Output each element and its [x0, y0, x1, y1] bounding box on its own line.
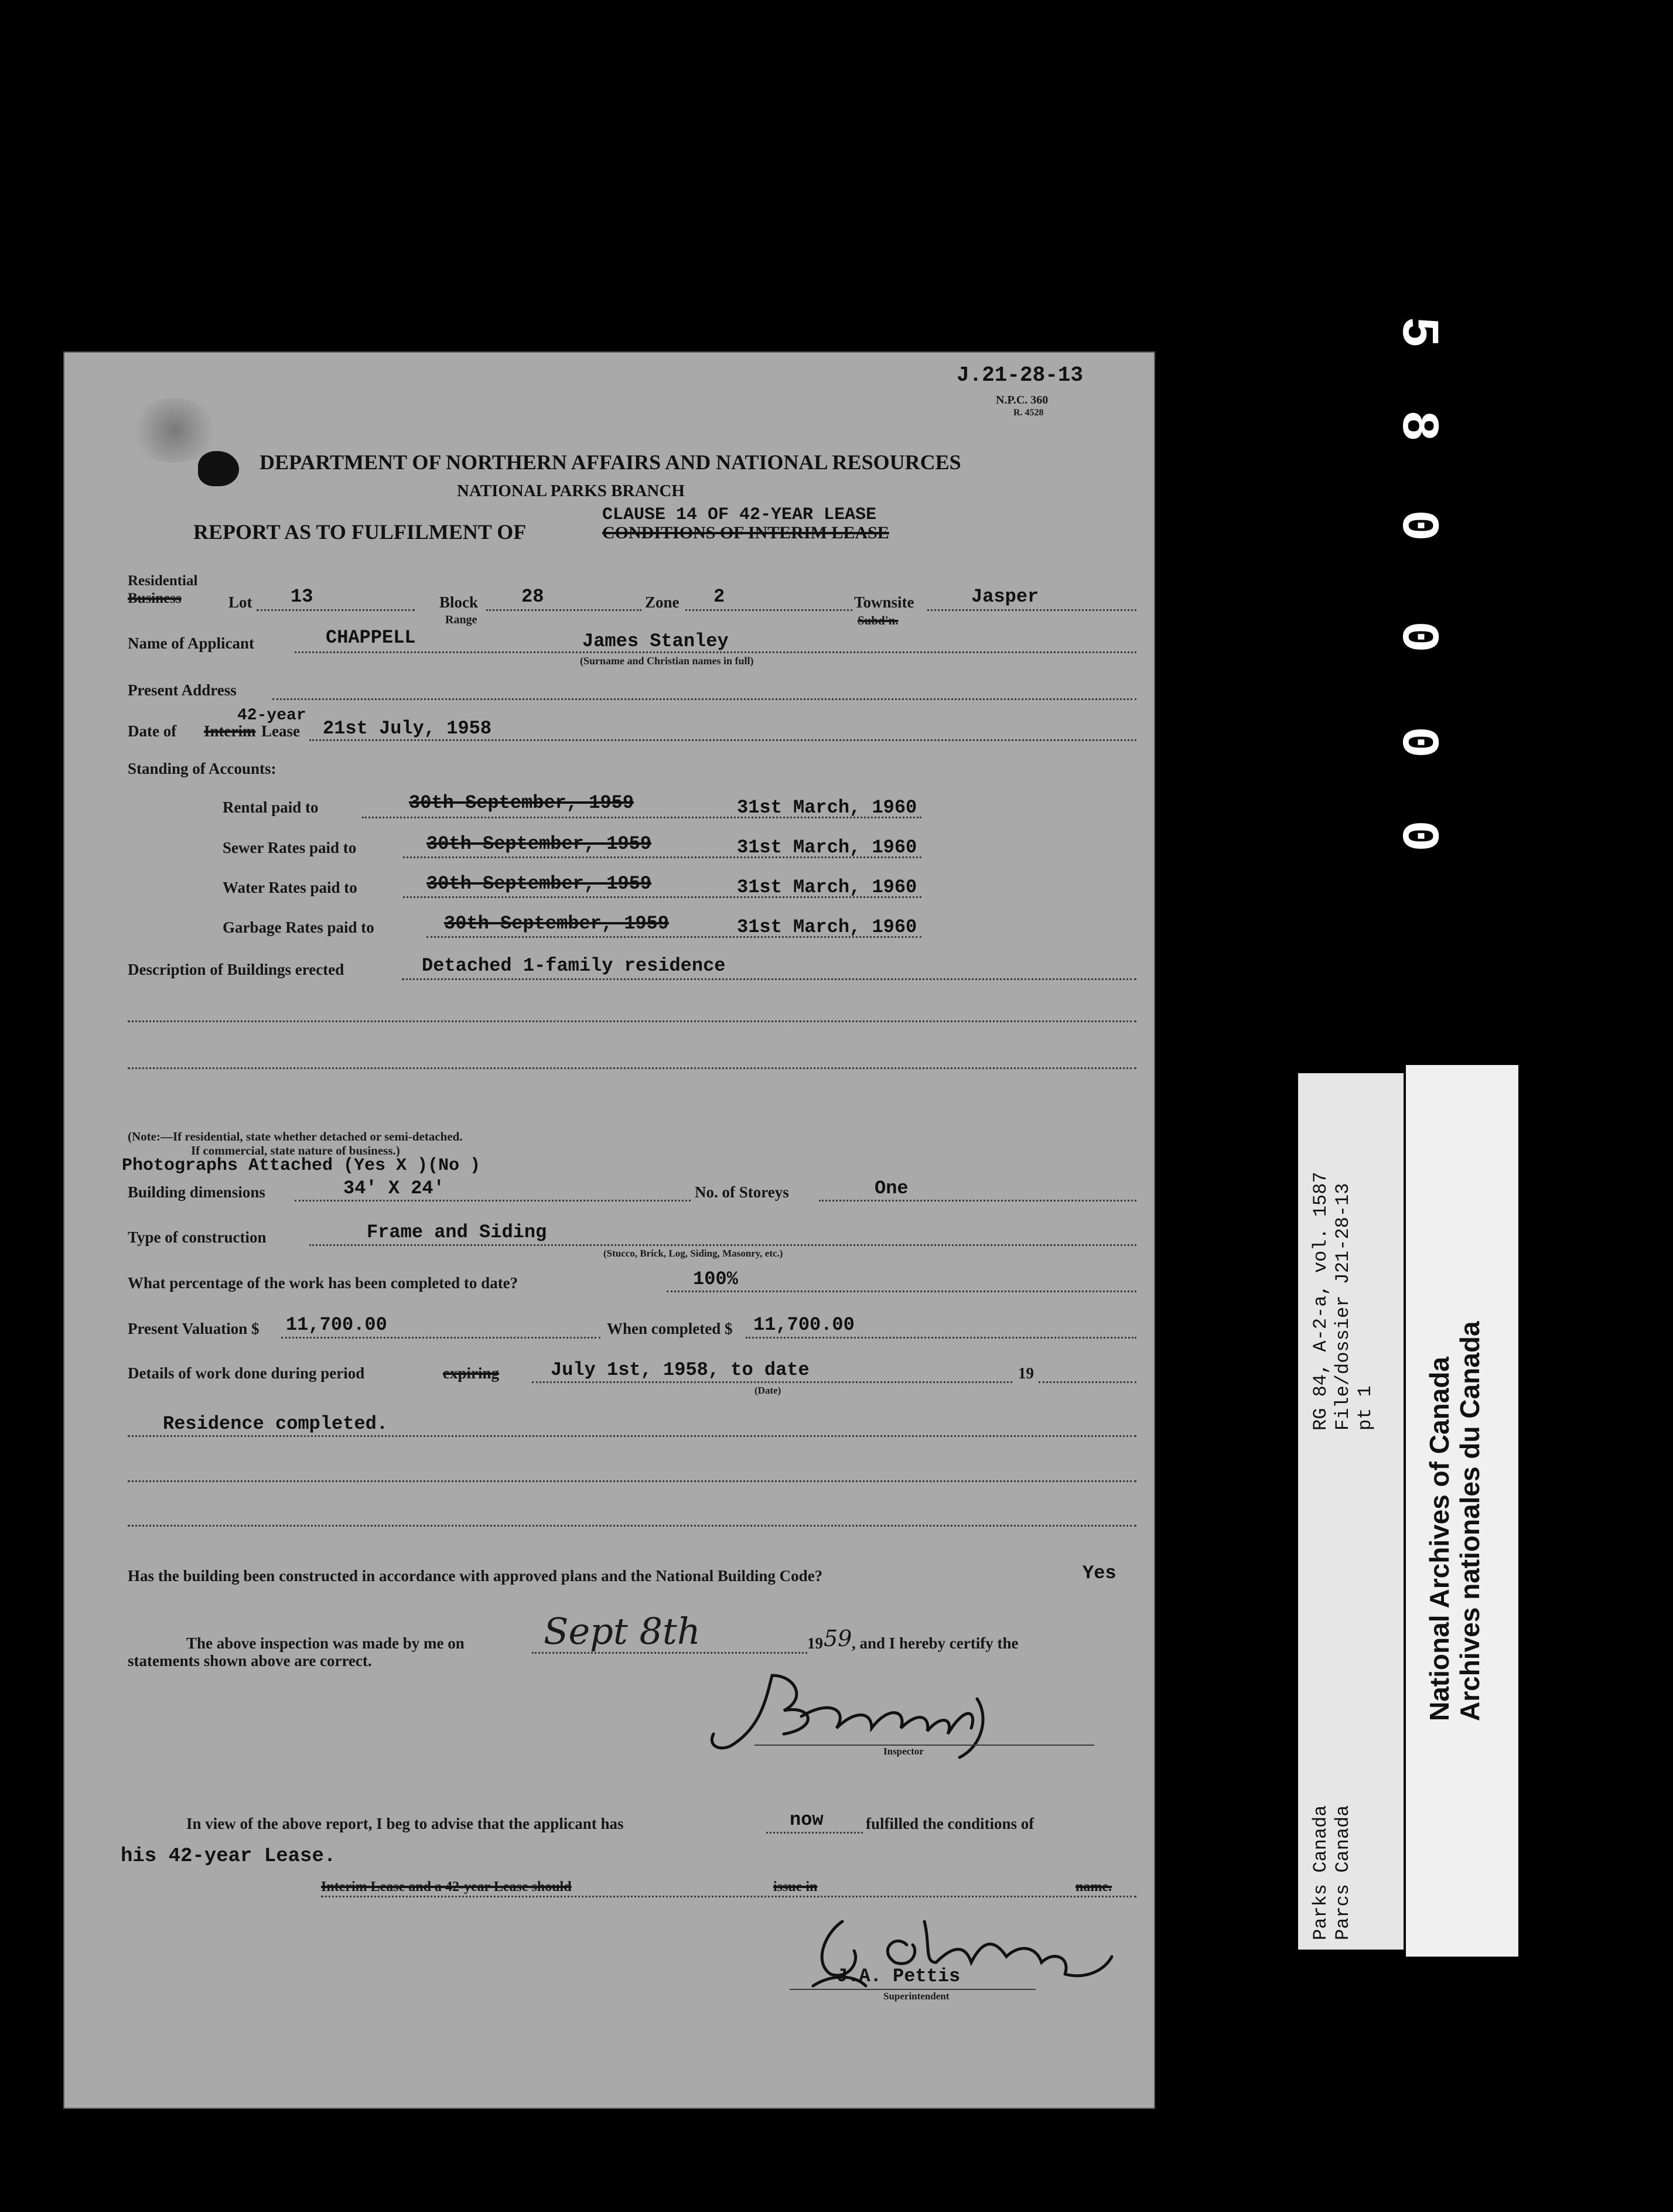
dimensions-label: Building dimensions: [128, 1183, 265, 1201]
lease-line: his 42-year Lease.: [121, 1845, 336, 1868]
name-word: name.: [1076, 1879, 1112, 1894]
details-value: Residence completed.: [163, 1413, 388, 1435]
lease-label: Lease: [261, 722, 300, 740]
date-of-label: Date of: [128, 722, 177, 740]
rental-value: 31st March, 1960: [737, 797, 917, 818]
struck-line-rule: [321, 1896, 1136, 1897]
applicant-label: Name of Applicant: [128, 634, 254, 652]
range-label: Range: [445, 613, 477, 626]
report-title-typed: CLAUSE 14 OF 42-YEAR LEASE: [602, 505, 877, 525]
frame-digit: 0: [1387, 621, 1447, 653]
water-struck: 30th September, 1959: [426, 873, 652, 895]
struck-line: Interim Lease and a 42-year Lease should: [321, 1879, 572, 1894]
lease-date: 21st July, 1958: [323, 718, 492, 739]
details-label: Details of work done during period: [128, 1364, 365, 1382]
name-note: (Surname and Christian names in full): [580, 655, 754, 667]
residential-label: Residential: [128, 573, 198, 589]
superintendent-label: Superintendent: [883, 1991, 950, 2002]
block-value: 28: [521, 586, 544, 607]
file-reference: J.21-28-13: [957, 363, 1084, 387]
advise-line: [766, 1832, 863, 1834]
dimensions-line: [295, 1200, 719, 1201]
water-label: Water Rates paid to: [223, 879, 357, 896]
inspection-year: 19: [807, 1634, 823, 1652]
rental-label: Rental paid to: [223, 798, 319, 816]
inspector-line: [754, 1745, 1094, 1746]
year-prefix: 19: [1018, 1364, 1034, 1382]
valuation-line: [281, 1337, 600, 1339]
inspection-text: The above inspection was made by me on: [186, 1634, 465, 1652]
code-answer: Yes: [1083, 1562, 1117, 1584]
storeys-line: [819, 1200, 1136, 1201]
buildings-line-3: [128, 1067, 1136, 1069]
storeys-value: One: [875, 1177, 909, 1199]
code-question: Has the building been constructed in accordance with approved plans and the National Building Code?: [128, 1567, 823, 1585]
valuation-value: 11,700.00: [286, 1314, 387, 1336]
lot-value: 13: [291, 586, 313, 607]
townsite-label: Townsite: [854, 593, 914, 611]
standing-label: Standing of Accounts:: [128, 760, 276, 777]
zone-line: [685, 609, 852, 611]
block-label: Block: [439, 593, 479, 611]
reference-line-1: RG 84, A-2-a, vol. 1587: [1310, 1172, 1331, 1431]
dimensions-value: 34' X 24': [343, 1177, 445, 1199]
inspector-signature: [696, 1664, 1024, 1763]
buildings-value: Detached 1-family residence: [422, 955, 726, 977]
sewer-label: Sewer Rates paid to: [223, 839, 357, 856]
lot-label: Lot: [228, 593, 252, 611]
photographs-attached: Photographs Attached (Yes X )(No ): [122, 1156, 481, 1176]
lease-type: 42-year: [237, 706, 306, 725]
form-revision: R. 4528: [1013, 408, 1044, 418]
interim-struck: Interim: [204, 722, 256, 740]
report-form: [63, 351, 1155, 2109]
reference-line-3: pt 1: [1354, 1385, 1376, 1431]
buildings-label: Description of Buildings erected: [128, 961, 344, 978]
org-name-fr: Parcs Canada: [1332, 1805, 1354, 1940]
water-line: [403, 896, 921, 898]
business-label: Business: [128, 590, 182, 606]
garbage-label: Garbage Rates paid to: [223, 919, 374, 936]
when-completed-value: 11,700.00: [753, 1314, 855, 1336]
sewer-value: 31st March, 1960: [737, 837, 917, 858]
details-period: July 1st, 1958, to date: [551, 1359, 810, 1381]
frame-digit: 0: [1387, 510, 1447, 542]
address-label: Present Address: [128, 681, 237, 699]
rental-struck: 30th September, 1959: [409, 792, 634, 814]
buildings-line: [402, 978, 1136, 980]
crest-mark: [198, 451, 239, 486]
note-line-2: If commercial, state nature of business.): [191, 1143, 400, 1158]
archives-name-fr: Archives nationales du Canada: [1455, 1321, 1485, 1721]
garbage-struck: 30th September, 1959: [444, 913, 670, 934]
zone-label: Zone: [645, 593, 680, 611]
details-line-3: [128, 1525, 1136, 1527]
superintendent-name: J.A. Pettis: [836, 1965, 961, 1987]
report-title-struck: CONDITIONS OF INTERIM LEASE: [602, 523, 889, 542]
when-completed-label: When completed $: [607, 1320, 733, 1337]
date-note: (Date): [754, 1385, 781, 1396]
archive-slip-reference: [1298, 1073, 1404, 1950]
frame-digit: 0: [1387, 726, 1447, 759]
inspection-date-line: [532, 1652, 807, 1654]
department-title: DEPARTMENT OF NORTHERN AFFAIRS AND NATIONAL RESOURCES: [260, 450, 961, 474]
rental-line: [362, 817, 921, 818]
construction-label: Type of construction: [128, 1228, 267, 1246]
archive-slip-national: [1406, 1065, 1518, 1957]
certify-text-2: statements shown above are correct.: [128, 1652, 372, 1670]
frame-digit: 8: [1387, 410, 1447, 442]
construction-value: Frame and Siding: [367, 1221, 547, 1243]
applicant-line: [295, 651, 1136, 653]
details-period-line: [532, 1381, 1012, 1383]
storeys-label: No. of Storeys: [691, 1183, 793, 1201]
lot-line: [257, 609, 415, 611]
address-line: [272, 698, 1136, 700]
percent-line: [667, 1291, 1136, 1292]
applicant-surname: CHAPPELL: [326, 627, 416, 648]
details-line: [128, 1435, 1136, 1437]
subdivision-label: Subd'n.: [858, 613, 899, 627]
construction-line: [309, 1244, 1136, 1246]
construction-note: (Stucco, Brick, Log, Siding, Masonry, etc.): [603, 1248, 783, 1259]
report-title: REPORT AS TO FULFILMENT OF: [193, 520, 527, 544]
townsite-line: [927, 609, 1136, 611]
water-value: 31st March, 1960: [737, 876, 917, 898]
branch-title: NATIONAL PARKS BRANCH: [457, 482, 685, 500]
sewer-line: [403, 856, 921, 858]
expiring-struck: expiring: [443, 1364, 500, 1382]
stain-mark: [128, 398, 221, 463]
inspector-label: Inspector: [883, 1746, 924, 1757]
archives-name-en: National Archives of Canada: [1424, 1356, 1455, 1721]
garbage-value: 31st March, 1960: [737, 916, 917, 938]
form-number: N.P.C. 360: [996, 394, 1049, 407]
frame-digit: 0: [1387, 820, 1447, 852]
note-line-1: (Note:—If residential, state whether detached or semi-detached.: [128, 1129, 463, 1143]
inspection-date: Sept 8th: [544, 1610, 701, 1653]
zone-value: 2: [713, 586, 725, 607]
issue-in: issue in: [773, 1879, 818, 1894]
advise-tail: fulfilled the conditions of: [866, 1815, 1034, 1832]
lease-date-line: [309, 739, 1136, 741]
percent-label: What percentage of the work has been completed to date?: [128, 1274, 518, 1292]
sewer-struck: 30th September, 1959: [426, 833, 652, 855]
advise-value: now: [790, 1809, 824, 1831]
inspection-year-hand: 59: [824, 1626, 852, 1651]
superintendent-line: [790, 1989, 1036, 1990]
percent-value: 100%: [693, 1268, 738, 1290]
year-line: [1039, 1381, 1136, 1383]
garbage-line: [426, 936, 921, 938]
certify-text: , and I hereby certify the: [852, 1634, 1019, 1652]
block-line: [486, 609, 641, 611]
frame-digit: 5: [1387, 316, 1447, 349]
details-line-2: [128, 1480, 1136, 1482]
buildings-line-2: [128, 1020, 1136, 1022]
org-name-en: Parks Canada: [1310, 1805, 1331, 1940]
when-completed-line: [746, 1337, 1136, 1339]
advise-text: In view of the above report, I beg to advise that the applicant has: [186, 1815, 624, 1832]
applicant-given-names: James Stanley: [582, 630, 729, 652]
valuation-label: Present Valuation $: [128, 1320, 260, 1337]
townsite-value: Jasper: [971, 586, 1039, 607]
reference-line-2: File/dossier J21-28-13: [1332, 1183, 1354, 1431]
